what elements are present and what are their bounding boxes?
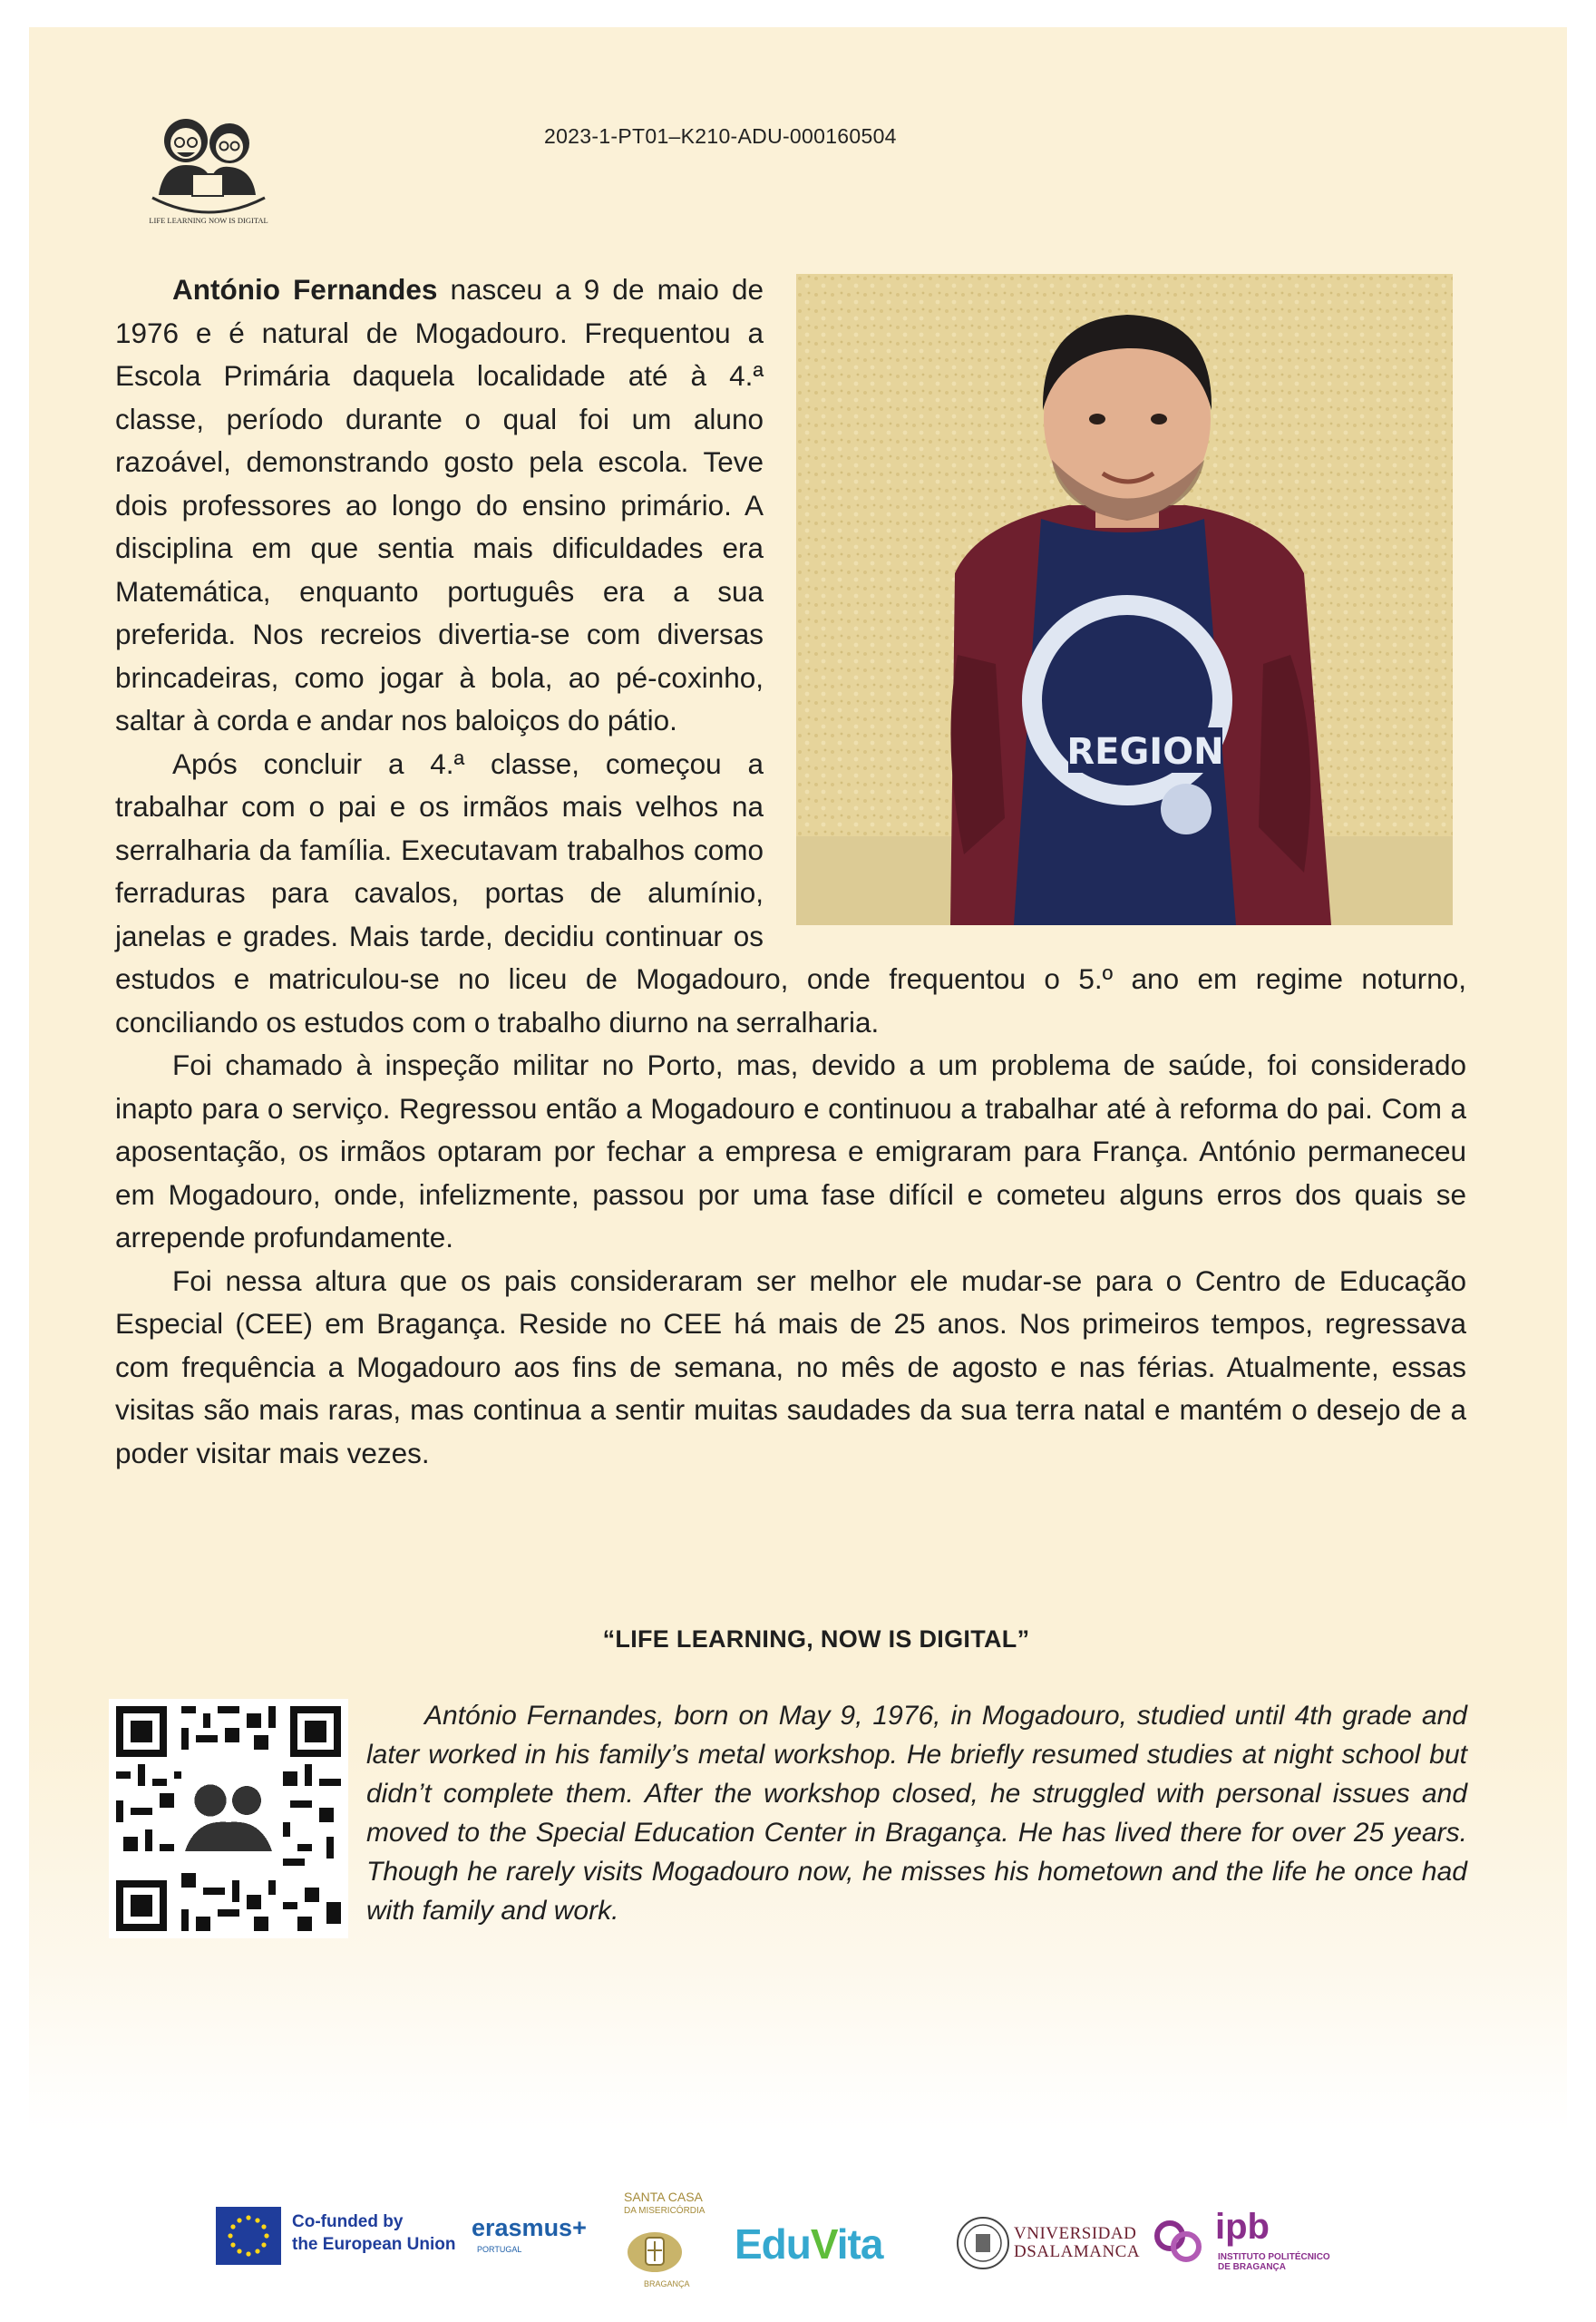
usal-logo: VNIVERSIDAD DSALAMANCA — [1014, 2224, 1141, 2261]
bio-paragraph-1: António Fernandes nasceu a 9 de maio de 1976 e é natural de Mogadouro. Frequentou a Escola Primária daquela localidade até à 4.ª classe, período durante o qual foi um aluno razoável, demonstrando gosto pela escola. Teve dois professores ao longo do ensino primário. A disciplina em que sentia mais dificuldades era Matemática, enquanto português era a sua preferida. Nos recreios divertia-se com diversas brincadeiras, como jogar à bola, ao pé-coxinho, saltar à corda e andar nos baloiços do pátio. — [115, 273, 764, 737]
summary-title: “LIFE LEARNING, NOW IS DIGITAL” — [602, 1625, 1030, 1653]
bio-paragraph-2: Após concluir a 4.ª classe, começou a trabalhar com o pai e os irmãos mais velhos na serralharia da família. Executavam trabalhos como ferraduras para cavalos, portas de alumínio, janelas e grades. Mais tarde, decidiu continuar os estudos e matriculou-se no liceu de Mogadouro, onde frequentou o 5.º ano em regime noturno, conciliando os estudos com o trabalho diurno na serralharia. — [115, 746, 1466, 1039]
eu-cofunded-label: Co-funded by the European Union — [292, 2212, 456, 2254]
logo-caption: LIFE LEARNING NOW IS DIGITAL — [149, 216, 268, 225]
santa-casa-city: BRAGANÇA — [644, 2279, 690, 2288]
usal-seal-icon — [956, 2216, 1010, 2270]
biography-text — [115, 268, 1466, 1475]
santa-casa-emblem-icon — [626, 2229, 684, 2276]
summary-text: António Fernandes, born on May 9, 1976, in Mogadouro, studied until 4th grade and later worked in his family’s metal workshop. He briefly resumed studies at night school but didn’t complete them. After the workshop closed, he struggled with personal issues and moved to the Special Education Center in Bragança. He has lived there for over 25 years. Though he rarely visits Mogadouro now, he misses his hometown and the life he once had with family and work. — [366, 1701, 1467, 1926]
santa-casa-logo: SANTA CASA DA MISERICÓRDIA — [624, 2190, 706, 2216]
eu-flag-icon — [216, 2207, 281, 2265]
erasmus-country: PORTUGAL — [477, 2245, 522, 2254]
ipb-logo: ipb — [1215, 2207, 1270, 2247]
erasmus-logo: erasmus+ — [472, 2214, 587, 2241]
project-logo — [136, 91, 281, 236]
ipb-subtitle: INSTITUTO POLITÉCNICO DE BRAGANÇA — [1218, 2252, 1330, 2272]
bio-paragraph-3: Foi chamado à inspeção militar no Porto, mas, devido a um problema de saúde, foi considerado inapto para o serviço. Regressou então a Mogadouro e continuou a trabalhar até à reforma do pai. Com a aposentação, os irmãos optaram por fechar a empresa e emigraram para França. António permaneceu em Mogadouro, onde, infelizmente, passou por uma fase difícil e cometeu alguns erros dos quais se arrepende profundamente. — [115, 1049, 1466, 1254]
shirt-print: REGION — [1066, 731, 1224, 773]
bio-paragraph-4: Foi nessa altura que os pais consideraram ser melhor ele mudar-se para o Centro de Educação Especial (CEE) em Bragança. Reside no CEE há mais de 25 anos. Nos primeiros tempos, regressava com frequência a Mogadouro aos fins de semana, no mês de agosto e nas férias. Atualmente, essas visitas são mais raras, mas continua a sentir muitas saudades da sua terra natal e mantém o desejo de a poder visitar mais vezes. — [115, 1263, 1466, 1469]
footer-logos — [0, 2181, 1596, 2299]
ipb-mark-icon — [1150, 2214, 1213, 2268]
bio-name: António Fernandes — [172, 273, 438, 306]
project-code: 2023-1-PT01–K210-ADU-000160504 — [544, 124, 897, 148]
qr-code[interactable] — [109, 1699, 348, 1938]
eduvita-logo: EduVita — [735, 2220, 883, 2268]
